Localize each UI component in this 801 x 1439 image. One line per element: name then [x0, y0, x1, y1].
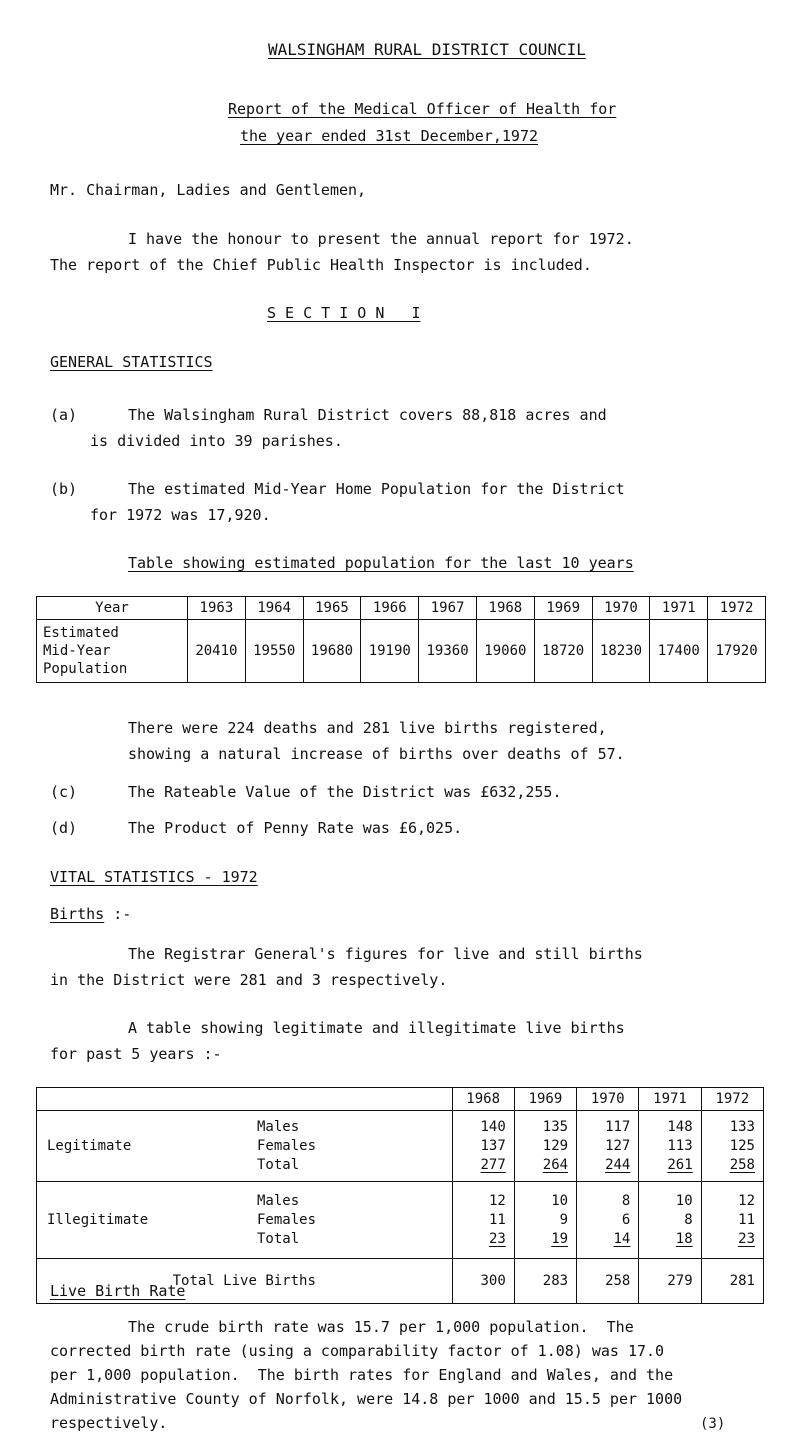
value: 113 — [667, 1137, 693, 1154]
vital-statistics-heading: VITAL STATISTICS - 1972 — [50, 868, 258, 886]
item-a-line1: The Walsingham Rural District covers 88,818 acres and — [128, 406, 607, 424]
illegitimate-label: Illegitimate — [47, 1211, 149, 1228]
legitimate-year-cell — [452, 1111, 514, 1182]
row-label-line: Population — [43, 661, 128, 677]
population-cell: 19360 — [419, 620, 477, 683]
value: 135 — [542, 1118, 569, 1135]
row-label-line: Estimated — [43, 625, 119, 641]
year-cell: 1964 — [245, 597, 303, 620]
item-b-line2: for 1972 was 17,920. — [90, 506, 271, 524]
page-number: (3) — [700, 1416, 726, 1432]
value: 258 — [729, 1156, 755, 1173]
value: 10 — [675, 1192, 693, 1209]
year-cell: 1969 — [534, 597, 592, 620]
sublabel-total: Total — [257, 1230, 300, 1247]
general-statistics-heading: GENERAL STATISTICS — [50, 353, 213, 371]
illegitimate-row — [37, 1182, 764, 1259]
total-live-births-cell: 300 — [452, 1259, 514, 1304]
item-d-text: The Product of Penny Rate was £6,025. — [128, 819, 463, 837]
value: 18 — [675, 1230, 693, 1247]
intro-para-line2: The report of the Chief Public Health Inspector is included. — [50, 256, 592, 274]
total-live-births-cell: 283 — [514, 1259, 576, 1304]
illegitimate-year-cell — [514, 1182, 576, 1259]
year-cell: 1968 — [476, 597, 534, 620]
live-birth-rate-heading: Live Birth Rate — [50, 1282, 186, 1300]
births-heading-suffix: :- — [113, 905, 132, 923]
value: 264 — [542, 1156, 569, 1173]
item-b-line1: The estimated Mid-Year Home Population for the District — [128, 480, 625, 498]
item-c-text: The Rateable Value of the District was £632,255. — [128, 783, 562, 801]
value: 14 — [613, 1230, 631, 1247]
value: 11 — [738, 1211, 755, 1228]
value: 127 — [605, 1137, 631, 1154]
population-cell: 18720 — [534, 620, 592, 683]
value: 12 — [488, 1192, 506, 1209]
year-cell: 1963 — [188, 597, 246, 620]
illegitimate-sublabels — [257, 1192, 316, 1249]
legitimate-sublabels — [257, 1118, 316, 1175]
illegitimate-year-cell — [639, 1182, 701, 1259]
population-cell: 19190 — [361, 620, 419, 683]
value: 23 — [488, 1230, 506, 1247]
illegitimate-year-cell — [452, 1182, 514, 1259]
item-d-label: (d) — [50, 819, 78, 837]
population-cell: 19680 — [303, 620, 361, 683]
year-cell: 1965 — [303, 597, 361, 620]
population-cell: 20410 — [188, 620, 246, 683]
value: 125 — [729, 1137, 755, 1154]
value: 244 — [605, 1156, 631, 1173]
illegitimate-year-cell — [701, 1182, 763, 1259]
sublabel-females: Females — [257, 1137, 317, 1154]
year-cell: 1971 — [650, 597, 708, 620]
legitimate-row — [37, 1111, 764, 1182]
legitimate-year-cell — [639, 1111, 701, 1182]
value: 140 — [480, 1118, 506, 1135]
live-birth-rate-line4: Administrative County of Norfolk, were 14.8 per 1000 and 15.5 per 1000 — [50, 1390, 683, 1408]
item-c-label: (c) — [50, 783, 78, 801]
births-para2-line1: A table showing legitimate and illegitimate live births — [128, 1019, 625, 1037]
population-cell: 17920 — [708, 620, 766, 683]
births-header-blank — [37, 1088, 453, 1111]
births-heading-line — [50, 905, 131, 923]
births-para1-line1: The Registrar General's figures for live and still births — [128, 945, 643, 963]
legitimate-year-cell — [514, 1111, 576, 1182]
population-cell: 19060 — [476, 620, 534, 683]
population-cell: 17400 — [650, 620, 708, 683]
item-a-line2: is divided into 39 parishes. — [90, 432, 343, 450]
value: 277 — [480, 1156, 506, 1173]
live-birth-rate-line3: per 1,000 population. The birth rates for England and Wales, and the — [50, 1366, 674, 1384]
live-birth-rate-line2: corrected birth rate (using a comparability factor of 1.08) was 17.0 — [50, 1342, 665, 1360]
value: 8 — [621, 1192, 631, 1209]
population-header-row — [37, 597, 766, 620]
population-value-row — [37, 620, 766, 683]
total-live-births-cell: 281 — [701, 1259, 763, 1304]
value: 12 — [738, 1192, 755, 1209]
year-cell: 1972 — [708, 597, 766, 620]
value: 8 — [684, 1211, 693, 1228]
legitimate-year-cell — [701, 1111, 763, 1182]
value: 19 — [551, 1230, 569, 1247]
births-para2-line2: for past 5 years :- — [50, 1045, 222, 1063]
legitimate-year-cell — [577, 1111, 639, 1182]
value: 6 — [621, 1211, 631, 1228]
births-year-cell: 1968 — [452, 1088, 514, 1111]
births-table — [36, 1087, 764, 1304]
population-cell: 18230 — [592, 620, 650, 683]
item-a-label: (a) — [50, 406, 78, 424]
year-cell: 1970 — [592, 597, 650, 620]
births-year-cell: 1970 — [577, 1088, 639, 1111]
report-title-line1: Report of the Medical Officer of Health for — [228, 100, 617, 118]
section-title: S E C T I O N I — [267, 304, 421, 322]
population-row-label — [37, 620, 188, 683]
live-birth-rate-line5: respectively. — [50, 1414, 168, 1432]
live-birth-rate-line1: The crude birth rate was 15.7 per 1,000 population. The — [128, 1318, 634, 1336]
legitimate-label: Legitimate — [47, 1137, 132, 1154]
row-label-line: Mid-Year — [43, 643, 111, 659]
value: 133 — [729, 1118, 755, 1135]
value: 117 — [605, 1118, 631, 1135]
legitimate-label-cell — [37, 1111, 453, 1182]
year-cell: 1967 — [419, 597, 477, 620]
council-title: WALSINGHAM RURAL DISTRICT COUNCIL — [268, 40, 586, 59]
value: 10 — [551, 1192, 569, 1209]
sublabel-males: Males — [257, 1118, 300, 1135]
report-title-line2: the year ended 31st December,1972 — [240, 127, 539, 145]
births-year-cell: 1971 — [639, 1088, 701, 1111]
value: 23 — [738, 1230, 755, 1247]
salutation: Mr. Chairman, Ladies and Gentlemen, — [50, 181, 367, 199]
sublabel-males: Males — [257, 1192, 300, 1209]
value: 261 — [667, 1156, 693, 1173]
sublabel-total: Total — [257, 1156, 300, 1173]
births-year-cell: 1972 — [701, 1088, 763, 1111]
sublabel-females: Females — [257, 1211, 317, 1228]
intro-para-line1: I have the honour to present the annual report for 1972. — [128, 230, 634, 248]
births-year-cell: 1969 — [514, 1088, 576, 1111]
value: 148 — [667, 1118, 693, 1135]
deaths-line2: showing a natural increase of births over deaths of 57. — [128, 745, 625, 763]
year-header: Year — [37, 597, 188, 620]
population-table-caption: Table showing estimated population for the last 10 years — [128, 554, 634, 572]
total-live-births-cell: 258 — [577, 1259, 639, 1304]
deaths-line1: There were 224 deaths and 281 live births registered, — [128, 719, 607, 737]
value: 137 — [480, 1137, 506, 1154]
births-header-row — [37, 1088, 764, 1111]
population-table — [36, 596, 766, 683]
population-cell: 19550 — [245, 620, 303, 683]
births-para1-line2: in the District were 281 and 3 respectively. — [50, 971, 448, 989]
item-b-label: (b) — [50, 480, 78, 498]
value: 9 — [559, 1211, 569, 1228]
births-heading: Births — [50, 905, 105, 923]
illegitimate-label-cell — [37, 1182, 453, 1259]
illegitimate-year-cell — [577, 1182, 639, 1259]
total-live-births-label: Total Live Births — [37, 1259, 453, 1304]
total-live-births-cell: 279 — [639, 1259, 701, 1304]
year-cell: 1966 — [361, 597, 419, 620]
value: 11 — [488, 1211, 506, 1228]
value: 129 — [542, 1137, 569, 1154]
